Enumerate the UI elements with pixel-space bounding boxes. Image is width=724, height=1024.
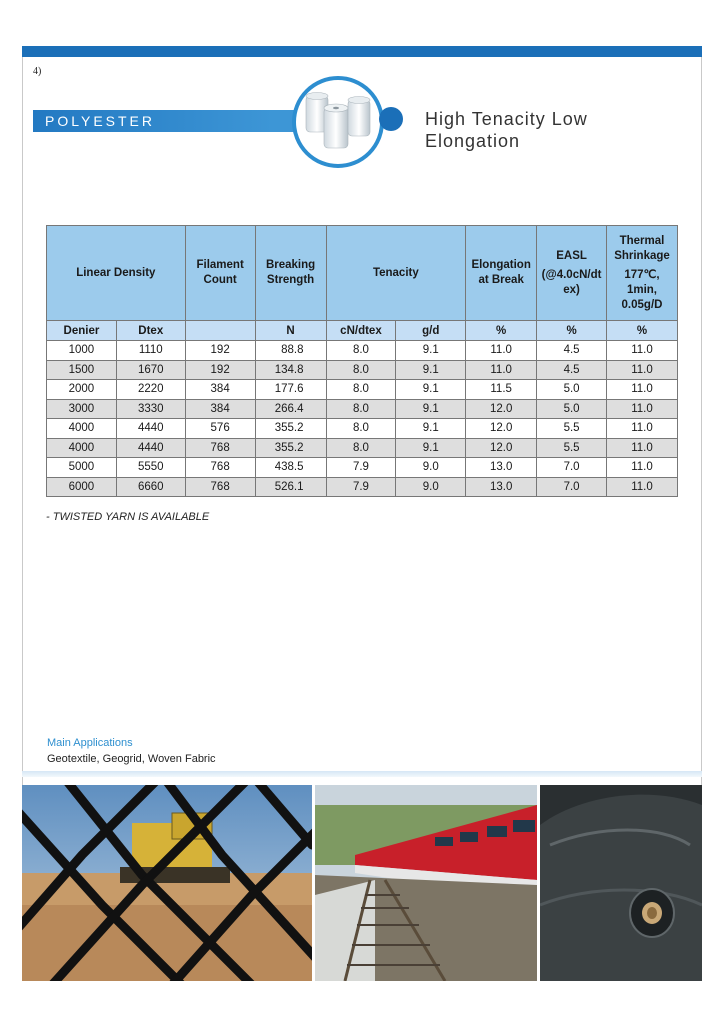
applications-text: Geotextile, Geogrid, Woven Fabric bbox=[47, 753, 216, 765]
header-thermal-label: Thermal Shrinkage bbox=[614, 234, 670, 262]
cell-easl: 5.0 bbox=[537, 380, 607, 400]
header-row bbox=[47, 226, 678, 321]
cell-filament: 192 bbox=[185, 360, 255, 380]
cell-dtex: 3330 bbox=[116, 399, 185, 419]
cell-easl: 5.0 bbox=[537, 399, 607, 419]
header-elongation: Elongation at Break bbox=[466, 226, 537, 321]
cell-tenacity-gd: 9.1 bbox=[396, 380, 466, 400]
unit-easl: % bbox=[537, 321, 607, 341]
cell-tenacity-gd: 9.0 bbox=[396, 458, 466, 478]
cell-easl: 4.5 bbox=[537, 341, 607, 361]
cell-tenacity-gd: 9.1 bbox=[396, 419, 466, 439]
cell-thermal: 11.0 bbox=[606, 399, 677, 419]
cell-thermal: 11.0 bbox=[606, 419, 677, 439]
cell-easl: 5.5 bbox=[537, 419, 607, 439]
product-title: High Tenacity Low Elongation bbox=[425, 109, 588, 151]
table-row bbox=[47, 419, 678, 439]
cell-strength: 355.2 bbox=[255, 419, 326, 439]
yarn-bobbins-image bbox=[292, 76, 384, 168]
cell-tenacity-cn: 8.0 bbox=[326, 419, 396, 439]
cell-thermal: 11.0 bbox=[606, 380, 677, 400]
cell-strength: 355.2 bbox=[255, 438, 326, 458]
header-easl bbox=[537, 226, 607, 321]
cell-dtex: 4440 bbox=[116, 438, 185, 458]
cell-elongation: 13.0 bbox=[466, 477, 537, 497]
header-thermal-shrinkage bbox=[606, 226, 677, 321]
table-row bbox=[47, 360, 678, 380]
cell-tenacity-cn: 8.0 bbox=[326, 360, 396, 380]
unit-denier: Denier bbox=[47, 321, 117, 341]
cell-easl: 4.5 bbox=[537, 360, 607, 380]
cell-dtex: 4440 bbox=[116, 419, 185, 439]
cell-denier: 1500 bbox=[47, 360, 117, 380]
cell-elongation: 11.0 bbox=[466, 341, 537, 361]
cell-thermal: 11.0 bbox=[606, 360, 677, 380]
cell-denier: 5000 bbox=[47, 458, 117, 478]
cell-denier: 1000 bbox=[47, 341, 117, 361]
cell-filament: 192 bbox=[185, 341, 255, 361]
cell-strength: 266.4 bbox=[255, 399, 326, 419]
unit-elongation: % bbox=[466, 321, 537, 341]
cell-tenacity-gd: 9.1 bbox=[396, 438, 466, 458]
applications-divider bbox=[22, 771, 702, 777]
cell-filament: 768 bbox=[185, 477, 255, 497]
cell-strength: 526.1 bbox=[255, 477, 326, 497]
cell-denier: 6000 bbox=[47, 477, 117, 497]
cell-denier: 4000 bbox=[47, 438, 117, 458]
page-number: 4) bbox=[33, 66, 42, 77]
twisted-yarn-note: - TWISTED YARN IS AVAILABLE bbox=[46, 511, 210, 523]
cell-dtex: 2220 bbox=[116, 380, 185, 400]
cell-tenacity-cn: 8.0 bbox=[326, 399, 396, 419]
header-easl-condition: (@4.0cN/dtex) bbox=[541, 268, 602, 296]
unit-tenacity-cn: cN/dtex bbox=[326, 321, 396, 341]
cell-strength: 134.8 bbox=[255, 360, 326, 380]
cell-denier: 4000 bbox=[47, 419, 117, 439]
cell-thermal: 11.0 bbox=[606, 477, 677, 497]
cell-tenacity-gd: 9.0 bbox=[396, 477, 466, 497]
cell-tenacity-cn: 8.0 bbox=[326, 438, 396, 458]
cell-strength: 438.5 bbox=[255, 458, 326, 478]
cell-dtex: 1110 bbox=[116, 341, 185, 361]
cell-filament: 576 bbox=[185, 419, 255, 439]
cell-easl: 7.0 bbox=[537, 477, 607, 497]
header-filament-count: Filament Count bbox=[185, 226, 255, 321]
woven-fabric-roll-photo bbox=[540, 785, 702, 981]
cell-filament: 384 bbox=[185, 399, 255, 419]
cell-tenacity-gd: 9.1 bbox=[396, 341, 466, 361]
spec-table bbox=[46, 225, 678, 497]
railway-photo bbox=[315, 785, 537, 981]
cell-denier: 2000 bbox=[47, 380, 117, 400]
header-tenacity: Tenacity bbox=[326, 226, 466, 321]
geogrid-photo bbox=[22, 785, 312, 981]
category-label: POLYESTER bbox=[45, 113, 155, 129]
cell-tenacity-cn: 7.9 bbox=[326, 458, 396, 478]
top-accent-bar bbox=[22, 46, 702, 57]
unit-dtex: Dtex bbox=[116, 321, 185, 341]
cell-tenacity-gd: 9.1 bbox=[396, 360, 466, 380]
applications-title: Main Applications bbox=[47, 737, 133, 749]
cell-dtex: 1670 bbox=[116, 360, 185, 380]
accent-dot bbox=[379, 107, 403, 131]
cell-tenacity-gd: 9.1 bbox=[396, 399, 466, 419]
table-row bbox=[47, 438, 678, 458]
header-thermal-condition: 177℃, 1min, 0.05g/D bbox=[621, 268, 663, 311]
cell-elongation: 11.0 bbox=[466, 360, 537, 380]
unit-filament bbox=[185, 321, 255, 341]
cell-tenacity-cn: 8.0 bbox=[326, 341, 396, 361]
cell-elongation: 13.0 bbox=[466, 458, 537, 478]
unit-tenacity-gd: g/d bbox=[396, 321, 466, 341]
table-row bbox=[47, 458, 678, 478]
table-row bbox=[47, 399, 678, 419]
cell-filament: 768 bbox=[185, 458, 255, 478]
unit-thermal: % bbox=[606, 321, 677, 341]
cell-thermal: 11.0 bbox=[606, 341, 677, 361]
cell-elongation: 12.0 bbox=[466, 438, 537, 458]
cell-tenacity-cn: 7.9 bbox=[326, 477, 396, 497]
cell-thermal: 11.0 bbox=[606, 458, 677, 478]
cell-filament: 768 bbox=[185, 438, 255, 458]
unit-row bbox=[47, 321, 678, 341]
cell-dtex: 5550 bbox=[116, 458, 185, 478]
category-banner bbox=[33, 110, 333, 132]
cell-thermal: 11.0 bbox=[606, 438, 677, 458]
header-linear-density: Linear Density bbox=[47, 226, 186, 321]
header-easl-label: EASL bbox=[556, 249, 587, 262]
header-breaking-strength: Breaking Strength bbox=[255, 226, 326, 321]
unit-strength: N bbox=[255, 321, 326, 341]
cell-denier: 3000 bbox=[47, 399, 117, 419]
cell-elongation: 11.5 bbox=[466, 380, 537, 400]
table-row bbox=[47, 477, 678, 497]
cell-strength: 88.8 bbox=[255, 341, 326, 361]
cell-dtex: 6660 bbox=[116, 477, 185, 497]
cell-easl: 5.5 bbox=[537, 438, 607, 458]
cell-elongation: 12.0 bbox=[466, 419, 537, 439]
cell-tenacity-cn: 8.0 bbox=[326, 380, 396, 400]
cell-filament: 384 bbox=[185, 380, 255, 400]
cell-easl: 7.0 bbox=[537, 458, 607, 478]
table-row bbox=[47, 341, 678, 361]
table-row bbox=[47, 380, 678, 400]
cell-strength: 177.6 bbox=[255, 380, 326, 400]
cell-elongation: 12.0 bbox=[466, 399, 537, 419]
